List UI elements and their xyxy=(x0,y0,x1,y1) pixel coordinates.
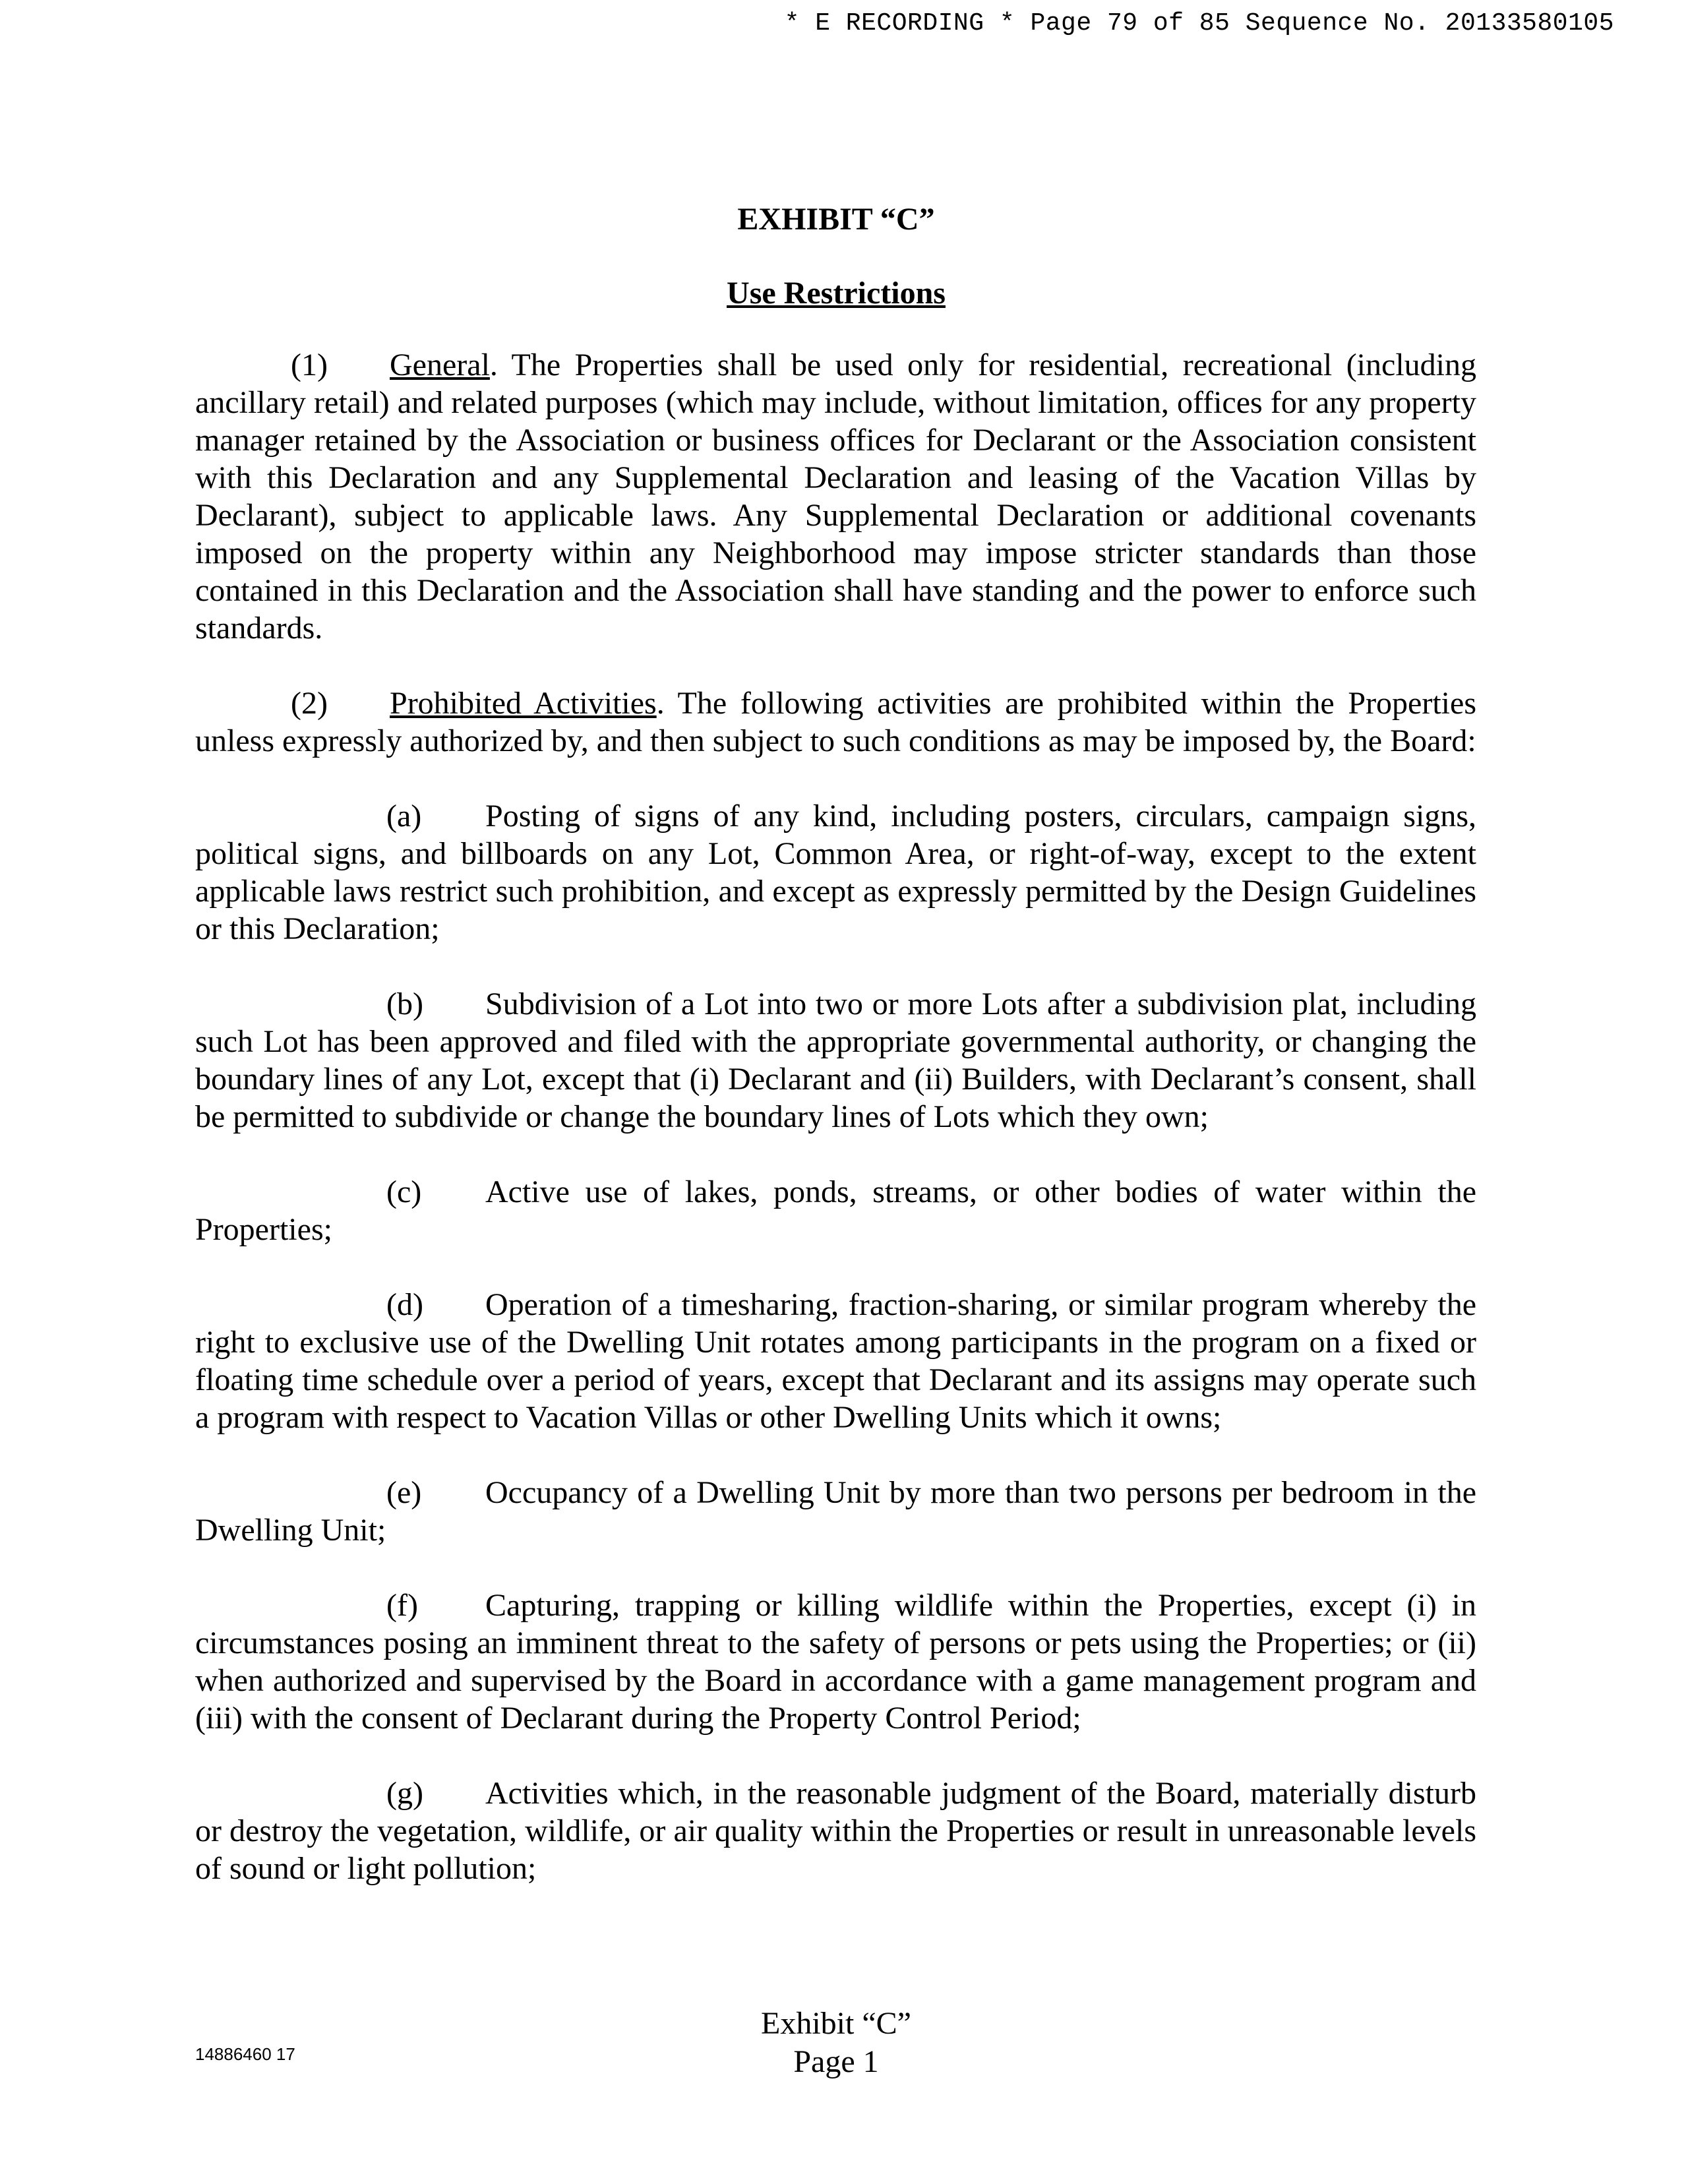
paragraph-heading: Prohibited Activities xyxy=(390,686,657,721)
page-footer xyxy=(0,2005,1672,2081)
footer-exhibit-label: Exhibit “C” xyxy=(761,2006,911,2041)
item-text: Subdivision of a Lot into two or more Lots after a subdivision plat, including such Lot has been approved and filed with the appropriate governmental authority, or changing the boundary lines of any Lot, except that (i) Declarant and (ii) Builders, with Declarant’s consent, shall be permitted to subdivide or change the boundary lines of Lots which they own; xyxy=(195,986,1476,1134)
item-text: Occupancy of a Dwelling Unit by more than two persons per bedroom in the Dwelling Unit; xyxy=(195,1475,1476,1548)
item-letter: (d) xyxy=(386,1287,423,1322)
item-letter: (c) xyxy=(386,1174,422,1209)
paragraph-number: (2) xyxy=(291,686,328,721)
item-text: Operation of a timesharing, fraction-sharing, or similar program whereby the right to exclusive use of the Dwelling Unit rotates among participants in the program on a fixed or floating time schedule over a period of years, except that Declarant and its assigns may operate such a program with respect to Vacation Villas or other Dwelling Units which it owns; xyxy=(195,1287,1476,1435)
paragraph-heading-punct: . xyxy=(489,348,498,382)
list-item-b xyxy=(195,985,1476,1136)
item-text: Activities which, in the reasonable judgment of the Board, materially disturb or destroy the vegetation, wildlife, or air quality within the Properties or result in unreasonable levels of sound or light pollution; xyxy=(195,1776,1476,1886)
item-text: Capturing, trapping or killing wildlife within the Properties, except (i) in circumstances posing an imminent threat to the safety of persons or pets using the Properties; or (ii) when authorized and supervised by the Board in accordance with a game management program and (iii) with the consent of Declarant during the Property Control Period; xyxy=(195,1588,1476,1736)
paragraph-heading: General xyxy=(390,348,490,382)
paragraph-text: The following activities are prohibited within the Properties unless expressly authorized by, and then subject to such conditions as may be imposed by, the Board: xyxy=(195,686,1476,758)
document-body xyxy=(195,346,1476,1925)
paragraph-prohibited-activities xyxy=(195,684,1476,760)
list-item-c xyxy=(195,1173,1476,1248)
item-letter: (b) xyxy=(386,986,423,1021)
item-letter: (f) xyxy=(386,1588,418,1623)
item-text: Active use of lakes, ponds, streams, or other bodies of water within the Properties; xyxy=(195,1174,1476,1247)
list-item-e xyxy=(195,1474,1476,1549)
item-text: Posting of signs of any kind, including posters, circulars, campaign signs, political signs, and billboards on any Lot, Common Area, or right-of-way, except to the extent applicable laws restrict such prohibition, and except as expressly permitted by the Design Guidelines or this Declaration; xyxy=(195,799,1476,946)
item-letter: (a) xyxy=(386,799,422,834)
paragraph-heading-punct: . xyxy=(656,686,665,721)
exhibit-title: EXHIBIT “C” xyxy=(737,202,935,237)
item-letter: (g) xyxy=(386,1776,423,1811)
footer-doc-id: 14886460 17 xyxy=(195,2044,295,2064)
recording-stamp: * E RECORDING * Page 79 of 85 Sequence No. 20133580105 xyxy=(784,9,1614,38)
list-item-d xyxy=(195,1286,1476,1436)
paragraph-text: The Properties shall be used only for residential, recreational (including ancillary retail) and related purposes (which may include, without limitation, offices for any property manager retained by the Association or business offices for Declarant or the Association consistent with this Declaration and any Supplemental Declaration and leasing of the Vacation Villas by Declarant), subject to applicable laws. Any Supplemental Declaration or additional covenants imposed on the property within any Neighborhood may impose stricter standards than those contained in this Declaration and the Association shall have standing and the power to enforce such standards. xyxy=(195,348,1476,646)
list-item-a xyxy=(195,797,1476,948)
list-item-f xyxy=(195,1587,1476,1737)
paragraph-number: (1) xyxy=(291,348,328,382)
list-item-g xyxy=(195,1774,1476,1887)
paragraph-general xyxy=(195,346,1476,647)
section-heading: Use Restrictions xyxy=(727,276,946,311)
item-letter: (e) xyxy=(386,1475,422,1510)
footer-page-label: Page 1 xyxy=(793,2044,879,2079)
